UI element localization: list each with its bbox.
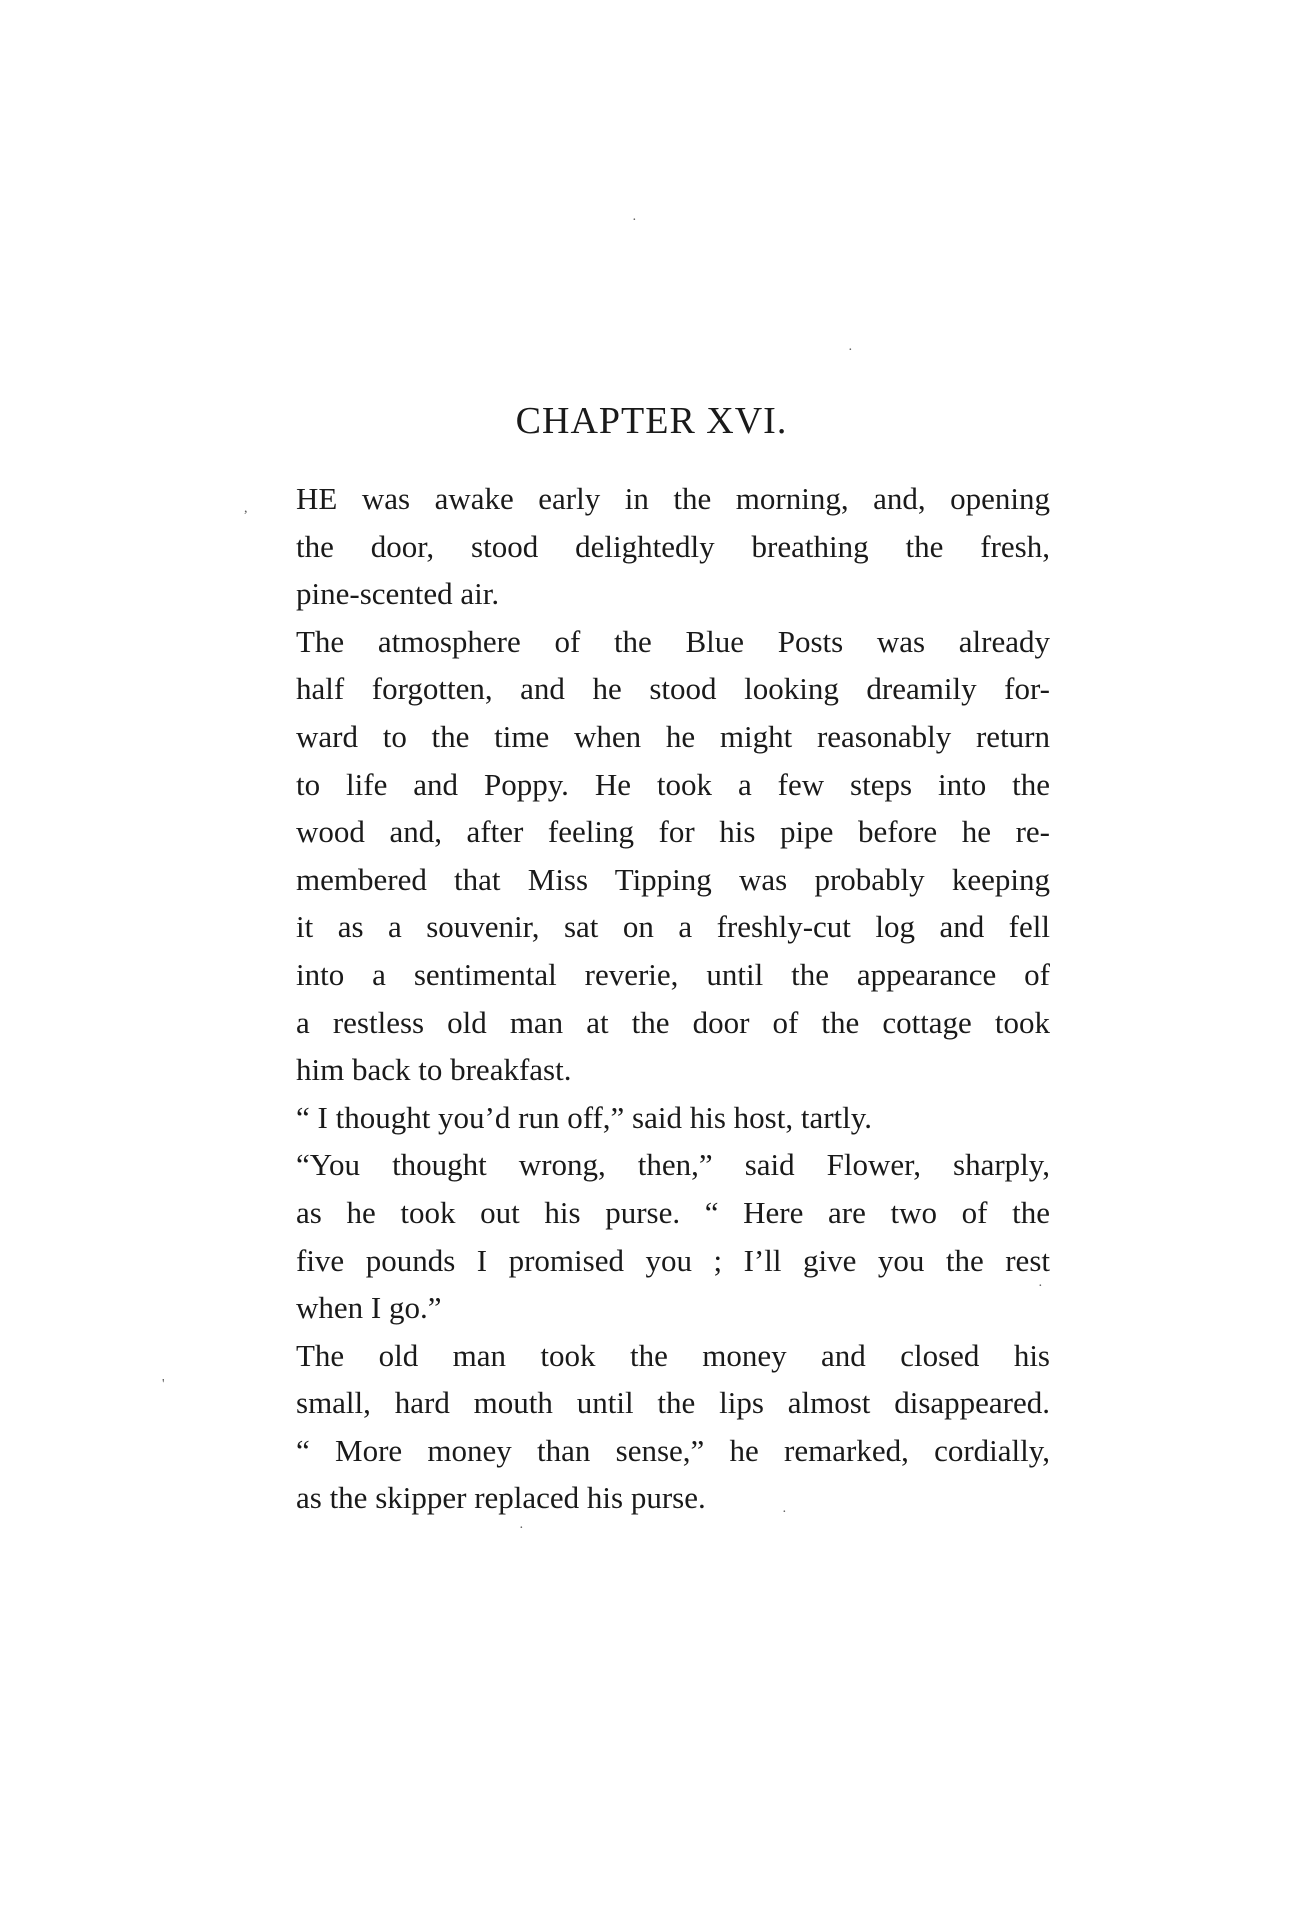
text-line: a restless old man at the door of the cottage took — [296, 1004, 1050, 1040]
text-line: membered that Miss Tipping was probably keeping — [296, 861, 1050, 897]
text-line: it as a souvenir, sat on a freshly-cut log and fell — [296, 909, 1050, 945]
text-line: HE was awake early in the morning, and, opening — [296, 481, 1050, 516]
text-line: “You thought wrong, then,” said Flower, sharply, — [296, 1147, 1050, 1183]
paragraph-4 — [260, 1141, 1050, 1331]
scan-speck: · — [1038, 1279, 1043, 1294]
scan-speck: · — [632, 213, 637, 228]
text-line: as the skipper replaced his purse. — [296, 1480, 706, 1516]
text-line: The atmosphere of the Blue Posts was already — [296, 623, 1050, 659]
paragraph-2 — [260, 618, 1050, 1094]
scan-speck: · — [782, 1505, 787, 1520]
scan-speck: , — [244, 501, 248, 516]
chapter-title: CHAPTER XVI. — [515, 400, 788, 442]
scan-speck: · — [519, 1521, 524, 1536]
text-line: ward to the time when he might reasonably return — [296, 718, 1050, 754]
chapter-body — [260, 475, 1050, 1522]
scan-speck: ' — [162, 1377, 165, 1392]
text-line: when I go.” — [296, 1290, 442, 1326]
text-line: the door, stood delightedly breathing the fresh, — [296, 528, 1050, 564]
text-line: as he took out his purse. “ Here are two of the — [296, 1194, 1050, 1230]
paragraph-1 — [260, 475, 1050, 618]
text-line: half forgotten, and he stood looking dreamily for- — [296, 671, 1050, 707]
text-line: small, hard mouth until the lips almost disappeared. — [296, 1385, 1050, 1421]
text-line: into a sentimental reverie, until the appearance of — [296, 956, 1050, 992]
text-line: pine-scented air. — [296, 576, 500, 612]
text-line: “ I thought you’d run off,” said his host, tartly. — [296, 1099, 872, 1135]
text-line: five pounds I promised you ; I’ll give you the rest — [296, 1242, 1050, 1278]
paragraph-5 — [260, 1332, 1050, 1522]
text-line: The old man took the money and closed his — [296, 1337, 1050, 1373]
paragraph-3 — [260, 1094, 1050, 1142]
text-line: him back to breakfast. — [296, 1052, 572, 1088]
text-line: to life and Poppy. He took a few steps into the — [296, 766, 1050, 802]
scan-speck: · — [848, 343, 853, 358]
text-line: “ More money than sense,” he remarked, cordially, — [296, 1432, 1050, 1468]
text-line: wood and, after feeling for his pipe before he re- — [296, 814, 1050, 850]
